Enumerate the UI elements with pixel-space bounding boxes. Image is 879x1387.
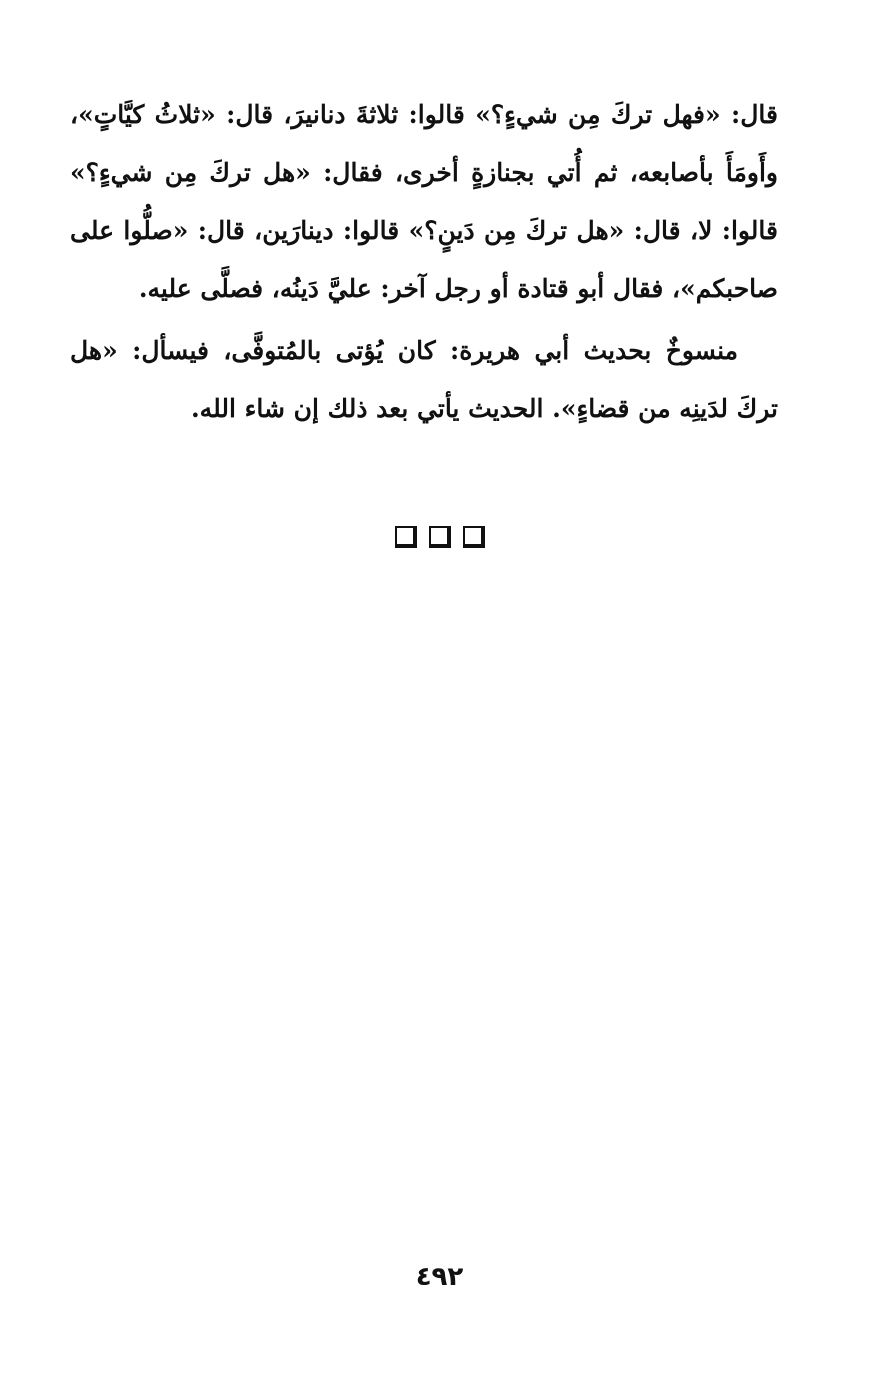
- separator-square-icon: [429, 526, 451, 548]
- paragraph: منسوخٌ بحديث أبي هريرة: كان يُؤتى بالمُتوفَّى، فيسأل: «هل تركَ لدَينِه من قضاءٍ». الحديث يأتي بعد ذلك إن شاء الله.: [70, 336, 778, 423]
- separator-square-icon: [463, 526, 485, 548]
- paragraph: قال: «فهل تركَ مِن شيءٍ؟» قالوا: ثلاثةَ دنانيرَ، قال: «ثلاثُ كيَّاتٍ»، وأَومَأَ بأصابعه، ثم أُتي بجنازةٍ أخرى، فقال: «هل تركَ مِن شيءٍ؟» قالوا: لا، قال: «هل تركَ مِن دَينٍ؟» قالوا: دينارَين، قال: «صلُّوا على صاحبكم»، فقال أبو قتادة أو رجل آخر: عليَّ دَينُه، فصلَّى عليه.: [70, 100, 778, 303]
- body-text: [70, 86, 778, 438]
- section-separator: [0, 526, 879, 548]
- separator-square-icon: [395, 526, 417, 548]
- page-number: ٤٩٢: [415, 1262, 464, 1292]
